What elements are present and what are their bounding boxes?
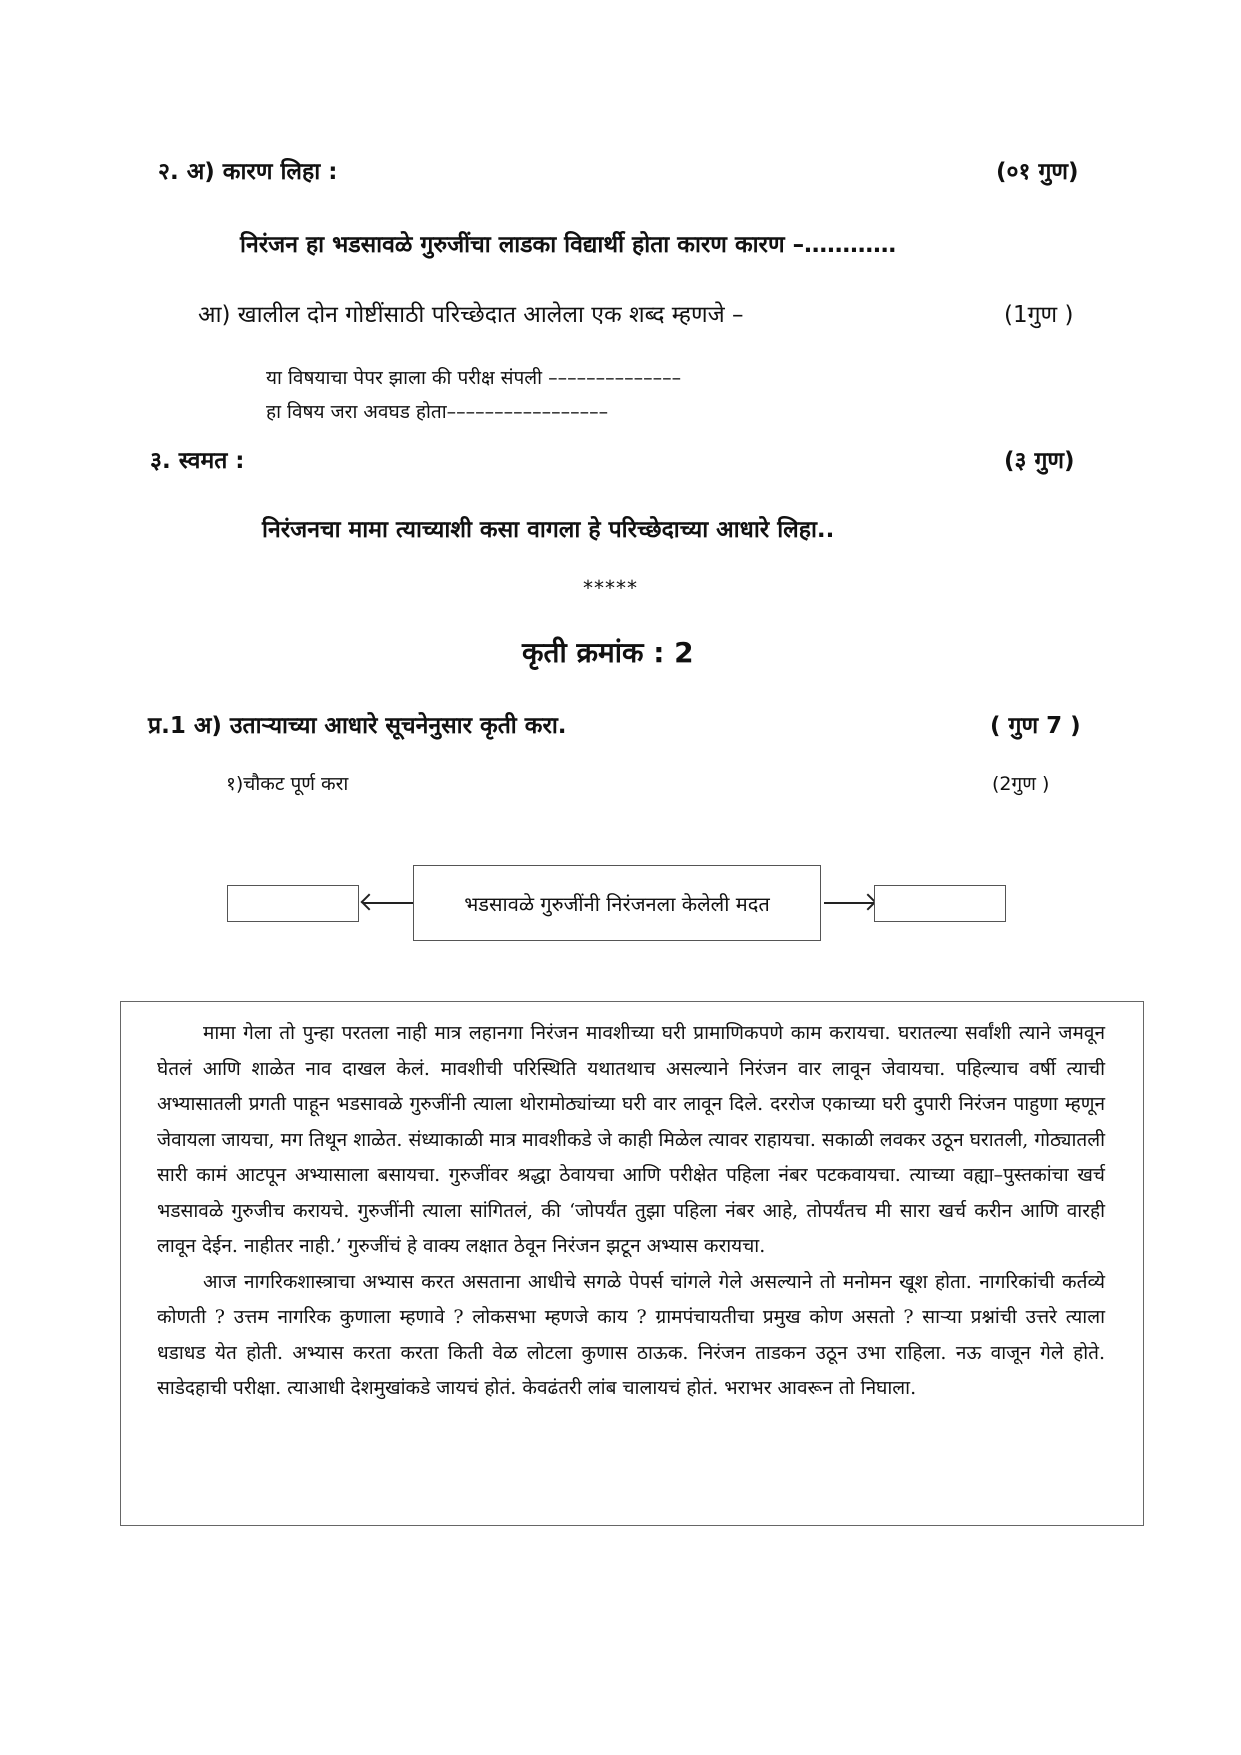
q2b-label: आ) खालील दोन गोष्टींसाठी परिच्छेदात आलेला एक शब्द म्हणजे – — [198, 302, 744, 328]
pr1-marks: ( गुण 7 ) — [990, 713, 1081, 739]
passage-paragraph-2: आज नागरिकशास्त्राचा अभ्यास करत असताना आधीचे सगळे पेपर्स चांगले गेले असल्याने तो मनोमन खूश होता. नागरिकांची कर्तव्ये कोणती ? उत्तम नागरिक कुणाला म्हणावे ? लोकसभा म्हणजे काय ? ग्रामपंचायतीचा प्रमुख कोण असतो ? साऱ्या प्रश्नांची उत्तरे त्याला धडाधड येत होती. अभ्यास करता करता किती वेळ लोटला कुणास ठाऊक. निरंजन ताडकन उठून उभा राहिला. नऊ वाजून गेले होते. साडेदहाची परीक्षा. त्याआधी देशमुखांकडे जायचं होतं. केवढंतरी लांब चालायचं होतं. भराभर आवरून तो निघाला. — [157, 1270, 1105, 1399]
arrow-left-icon — [363, 902, 413, 904]
q2b-line-2: हा विषय जरा अवघड होता––––––––––––––––– — [266, 401, 609, 423]
q3-marks: (३ गुण) — [1004, 448, 1075, 474]
passage-paragraph-1: मामा गेला तो पुन्हा परतला नाही मात्र लहानगा निरंजन मावशीच्या घरी प्रामाणिकपणे काम करायचा. घरातल्या सर्वांशी त्याने जमवून घेतलं आणि शाळेत नाव दाखल केलं. मावशीची परिस्थिति यथातथाच असल्याने निरंजन वार लावून जेवायचा. पहिल्याच वर्षी त्याची अभ्यासातली प्रगती पाहून भडसावळे गुरुजींनी त्याला थोरामोठ्यांच्या घरी वार लावून दिले. दररोज एकाच्या घरी दुपारी निरंजन पाहुणा म्हणून जेवायला जायचा, मग तिथून शाळेत. संध्याकाळी मात्र मावशीकडे जे काही मिळेल त्यावर राहायचा. सकाळी लवकर उठून घरातली, गोठ्यातली सारी कामं आटपून अभ्यासाला बसायचा. गुरुजींवर श्रद्धा ठेवायचा आणि परीक्षेत पहिला नंबर पटकवायचा. त्याच्या वह्या–पुस्तकांचा खर्च भडसावळे गुरुजीच करायचे. गुरुजींनी त्याला सांगितलं, की ‘जोपर्यंत तुझा पहिला नंबर आहे, तोपर्यंतच मी सारा खर्च करीन आणि वारही लावून देईन. नाहीतर नाही.’ गुरुजींचं हे वाक्य लक्षात ठेवून निरंजन झटून अभ्यास करायचा. — [157, 1022, 1105, 1257]
q2-marks: (०१ गुण) — [996, 159, 1079, 185]
diagram-center-box — [413, 865, 821, 941]
pr1-task-marks: (2गुण ) — [992, 773, 1050, 795]
q2-label: २. अ) कारण लिहा : — [158, 159, 338, 185]
q2b-line-1: या विषयाचा पेपर झाला की परीक्ष संपली –––––––––––––– — [266, 367, 682, 389]
answer-box-right[interactable] — [874, 885, 1006, 922]
passage-box — [120, 1001, 1144, 1526]
pr1-task-label: १)चौकट पूर्ण करा — [226, 773, 349, 795]
q2-prompt: निरंजन हा भडसावळे गुरुजींचा लाडका विद्यार्थी होता कारण कारण –………… — [240, 232, 897, 258]
answer-box-left[interactable] — [227, 885, 359, 922]
q3-label: ३. स्वमत : — [150, 448, 245, 474]
q2b-marks: (1गुण ) — [1004, 302, 1074, 328]
arrow-right-icon — [824, 902, 874, 904]
section-title: कृती क्रमांक : 2 — [522, 636, 694, 669]
separator-stars: ***** — [583, 576, 638, 600]
diagram-center-text: भडसावळे गुरुजींनी निरंजनला केलेली मदत — [464, 891, 770, 916]
pr1-label: प्र.1 अ) उताऱ्याच्या आधारे सूचनेनुसार कृती करा. — [148, 713, 567, 739]
q3-prompt: निरंजनचा मामा त्याच्याशी कसा वागला हे परिच्छेदाच्या आधारे लिहा.. — [262, 517, 835, 543]
